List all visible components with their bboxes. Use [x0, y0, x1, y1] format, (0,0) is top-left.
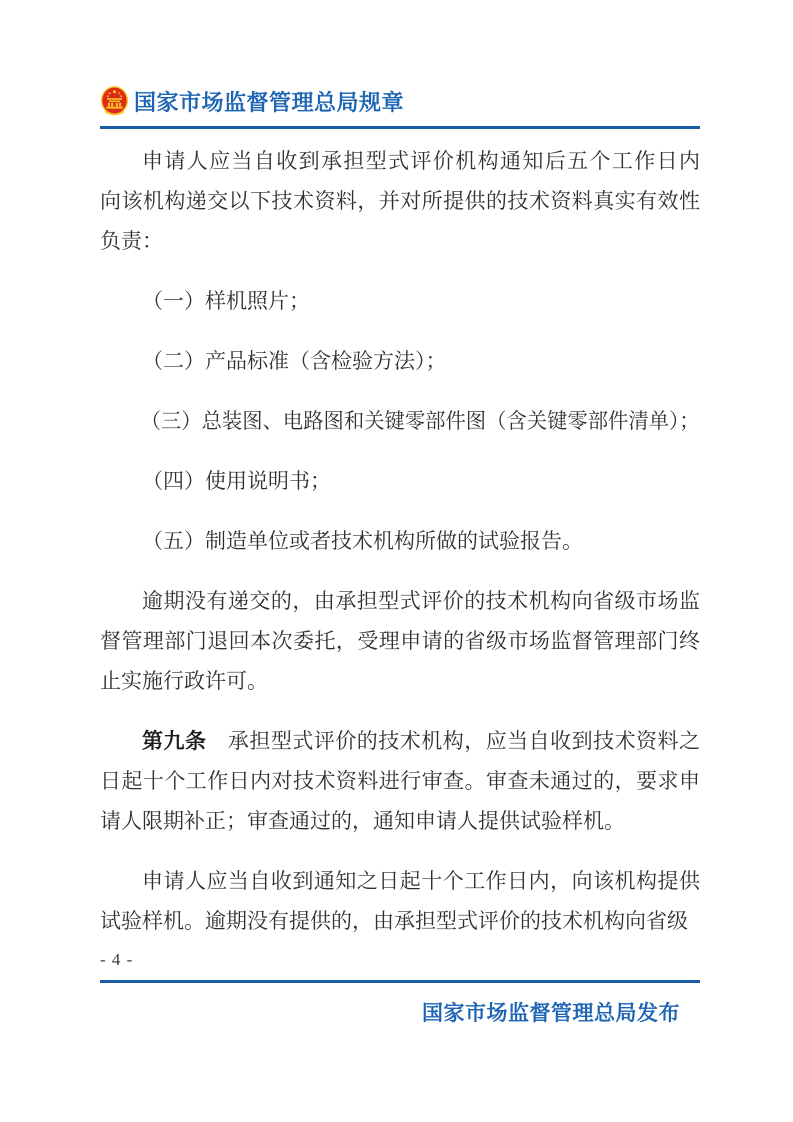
list-item — [100, 341, 700, 381]
text-line: （四）使用说明书； — [142, 469, 331, 493]
header-divider — [100, 126, 700, 129]
text-line: 请人限期补正；审查通过的，通知申请人提供试验样机。 — [100, 809, 625, 833]
text-line: 止实施行政许可。 — [100, 669, 268, 693]
text-line: （一）样机照片； — [142, 289, 310, 313]
text-line: 负责： — [100, 229, 163, 253]
footer-divider — [100, 980, 700, 983]
paragraph — [100, 141, 700, 261]
text-line: （三）总装图、电路图和关键零部件图（含关键零部件清单）； — [140, 409, 700, 433]
document-body — [100, 141, 700, 941]
paragraph — [100, 721, 700, 841]
list-item — [100, 461, 700, 501]
paragraph — [100, 861, 700, 941]
list-item — [100, 281, 700, 321]
text-line: 申请人应当自收到承担型式评价机构通知后五个工作日内 — [142, 149, 700, 173]
header-title: 国家市场监督管理总局规章 — [134, 90, 405, 115]
text-line: 第九条 承担型式评价的技术机构，应当自收到技术资料之 — [142, 729, 701, 753]
text-line: 督管理部门退回本次委托，受理申请的省级市场监督管理部门终 — [100, 629, 700, 653]
china-national-emblem-icon — [100, 85, 129, 118]
page-number: - 4 - — [100, 950, 134, 969]
list-item — [100, 401, 700, 441]
document-header — [100, 85, 700, 118]
list-item — [100, 521, 700, 561]
text-line: （二）产品标准（含检验方法）； — [142, 349, 447, 373]
text-line: （五）制造单位或者技术机构所做的试验报告。 — [142, 529, 583, 553]
publisher-line: 国家市场监督管理总局发布 — [422, 1002, 680, 1025]
article-number: 第九条 — [142, 730, 207, 753]
text-line: 试验样机。逾期没有提供的，由承担型式评价的技术机构向省级 — [100, 909, 688, 933]
text-line: 日起十个工作日内对技术资料进行审查。审查未通过的，要求申 — [100, 769, 700, 793]
paragraph — [100, 581, 700, 701]
text-line: 向该机构递交以下技术资料，并对所提供的技术资料真实有效性 — [100, 189, 700, 213]
text-line: 逾期没有递交的，由承担型式评价的技术机构向省级市场监 — [142, 589, 700, 613]
page-content — [100, 0, 700, 1027]
text-line: 申请人应当自收到通知之日起十个工作日内，向该机构提供 — [142, 869, 700, 893]
